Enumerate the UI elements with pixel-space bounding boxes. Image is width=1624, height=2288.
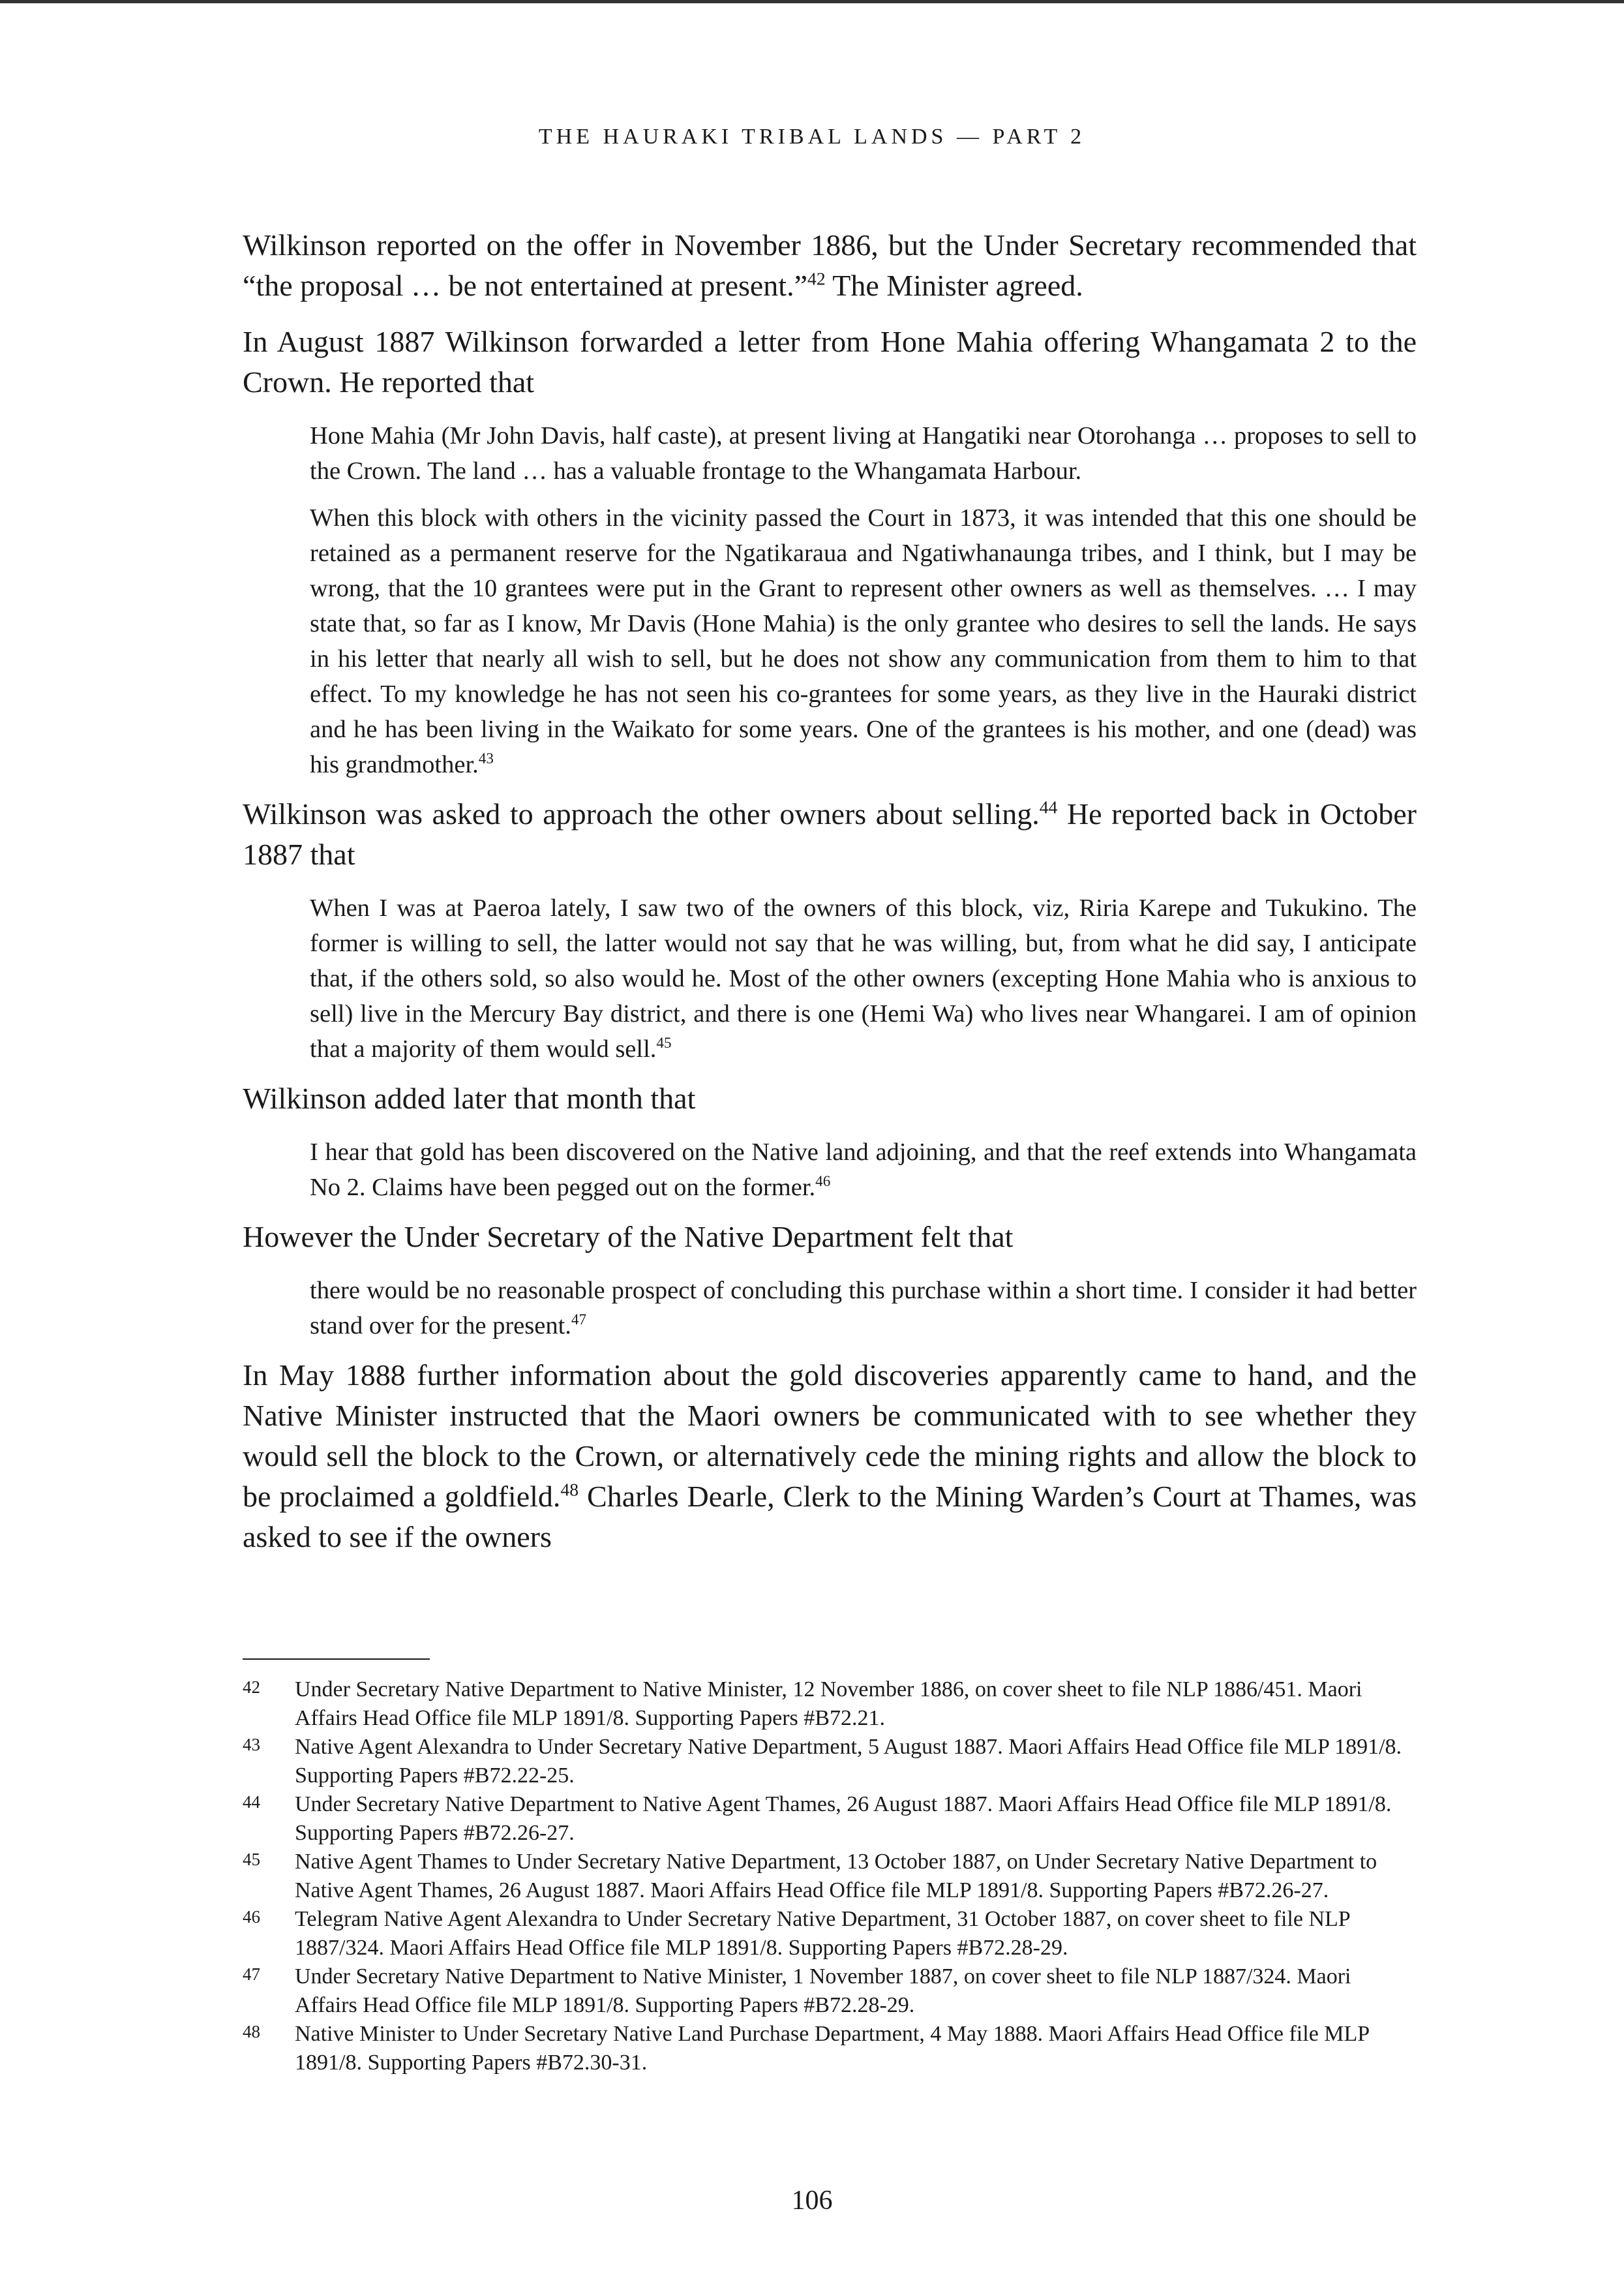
- footnote-number: 47: [243, 1964, 260, 1984]
- footnote-ref: 44: [1039, 797, 1058, 817]
- quote-hone-mahia: Hone Mahia (Mr John Davis, half caste), at present living at Hangatiki near Otorohanga … proposes to sell to the Crown. The land … has a valuable frontage to the Whangamata Harbour.: [310, 422, 1417, 485]
- paragraph-approach-owners: Wilkinson was asked to approach the other owners about selling.$^{44}$ He reported back in October 1887 that: [243, 797, 1417, 871]
- running-header: THE HAURAKI TRIBAL LANDS — PART 2: [538, 125, 1086, 149]
- paragraph-gold-offer-1886: Wilkinson reported on the offer in November 1886, but the Under Secretary recommended that “the proposal … be not entertained at present.”$^{42}$ The Minister agreed.: [243, 228, 1417, 302]
- footnotes: [243, 1675, 1417, 2077]
- paragraph-under-secretary: However the Under Secretary of the Native Department felt that: [243, 1220, 1014, 1253]
- quote-paeroa: When I was at Paeroa lately, I saw two of the owners of this block, viz, Riria Karepe and Tukukino. The former is willing to sell, the latter would not say that he was willing, but, from what he did say, I anticipate that, if the others sold, so also would he. Most of the other owners (excepting Hone Mahia who is anxious to sell) live in the Mercury Bay district, and there is one (Hemi Wa) who lives near Whangarei. I am of opinion that a majority of them would sell.$^{45}$: [310, 894, 1417, 1063]
- footnote-ref: 43: [478, 750, 494, 767]
- footnote: 48 Native Minister to Under Secretary Native Land Purchase Department, 4 May 1888. Maori Affairs Head Office file MLP 1891/8. Supporting Papers #B72.30-31.: [243, 2020, 1417, 2077]
- top-border-rule: [0, 0, 1624, 3]
- footnote-ref: 48: [560, 1479, 579, 1500]
- footnote-number: 43: [243, 1735, 260, 1754]
- quote-block-court-1873: When this block with others in the vicinity passed the Court in 1873, it was intended that this one should be retained as a permanent reserve for the Ngatikaraua and Ngatiwhanaunga tribes, and I think, but I may be wrong, that the 10 grantees were put in the Grant to represent other owners as well as themselves. … I may state that, so far as I know, Mr Davis (Hone Mahia) is the only grantee who desires to sell the lands. He says in his letter that nearly all wish to sell, but he does not show any communication from them to him to that effect. To my knowledge he has not seen his co-grantees for some years, as they live in the Hauraki district and he has been living in the Waikato for some years. One of the grantees is his mother, and one (dead) was his grandmother.$^{43}$: [310, 504, 1417, 778]
- footnote: 47 Under Secretary Native Department to Native Minister, 1 November 1887, on cover sheet to file NLP 1887/324. Maori Affairs Head Office file MLP 1891/8. Supporting Papers #B72.28-29.: [243, 1962, 1417, 2020]
- body-text: [243, 225, 1417, 1573]
- paragraph-august-1887: In August 1887 Wilkinson forwarded a letter from Hone Mahia offering Whangamata 2 to the Crown. He reported that: [243, 325, 1417, 399]
- page-number: 106: [791, 2186, 833, 2216]
- footnote-ref: 42: [807, 268, 826, 289]
- quote-gold-discovered: I hear that gold has been discovered on the Native land adjoining, and that the reef extends into Whangamata No 2. Claims have been pegged out on the former.$^{46}$: [310, 1138, 1417, 1201]
- footnote: 43 Native Agent Alexandra to Under Secretary Native Department, 5 August 1887. Maori Affairs Head Office file MLP 1891/8. Supporting Papers #B72.22-25.: [243, 1733, 1417, 1790]
- footnote-number: 46: [243, 1907, 260, 1927]
- footnote-separator: [243, 1658, 430, 1660]
- footnote-number: 42: [243, 1677, 260, 1697]
- paragraph-may-1888: In May 1888 further information about the gold discoveries apparently came to hand, and the Native Minister instructed that the Maori owners be communicated with to see whether they would sell the block to the Crown, or alternatively cede the mining rights and allow the block to be proclaimed a goldfield.$^{48}$ Charles Dearle, Clerk to the Mining Warden’s Court at Thames, was asked to see if the owners: [243, 1358, 1417, 1553]
- footnote: 44 Under Secretary Native Department to Native Agent Thames, 26 August 1887. Maori Affairs Head Office file MLP 1891/8. Supporting Papers #B72.26-27.: [243, 1790, 1417, 1848]
- quote-no-prospect: there would be no reasonable prospect of concluding this purchase within a short time. I consider it had better stand over for the present.$^{47}$: [310, 1277, 1417, 1339]
- footnote-ref: 45: [656, 1034, 672, 1052]
- paragraph-added-later: Wilkinson added later that month that: [243, 1082, 696, 1115]
- footnote-number: 45: [243, 1850, 260, 1869]
- footnote-number: 44: [243, 1792, 260, 1812]
- footnote: 45 Native Agent Thames to Under Secretary Native Department, 13 October 1887, on Under Secretary Native Department to Native Agent Thames, 26 August 1887. Maori Affairs Head Office file MLP 1891/8. Supporting Papers #B72.26-27.: [243, 1848, 1417, 1905]
- footnote: 46 Telegram Native Agent Alexandra to Under Secretary Native Department, 31 October 1887, on cover sheet to file NLP 1887/324. Maori Affairs Head Office file MLP 1891/8. Supporting Papers #B72.28-29.: [243, 1905, 1417, 1962]
- footnote: 42 Under Secretary Native Department to Native Minister, 12 November 1886, on cover sheet to file NLP 1886/451. Maori Affairs Head Office file MLP 1891/8. Supporting Papers #B72.21.: [243, 1675, 1417, 1733]
- footnote-ref: 47: [571, 1311, 586, 1328]
- footnote-ref: 46: [815, 1172, 831, 1190]
- footnote-number: 48: [243, 2022, 260, 2041]
